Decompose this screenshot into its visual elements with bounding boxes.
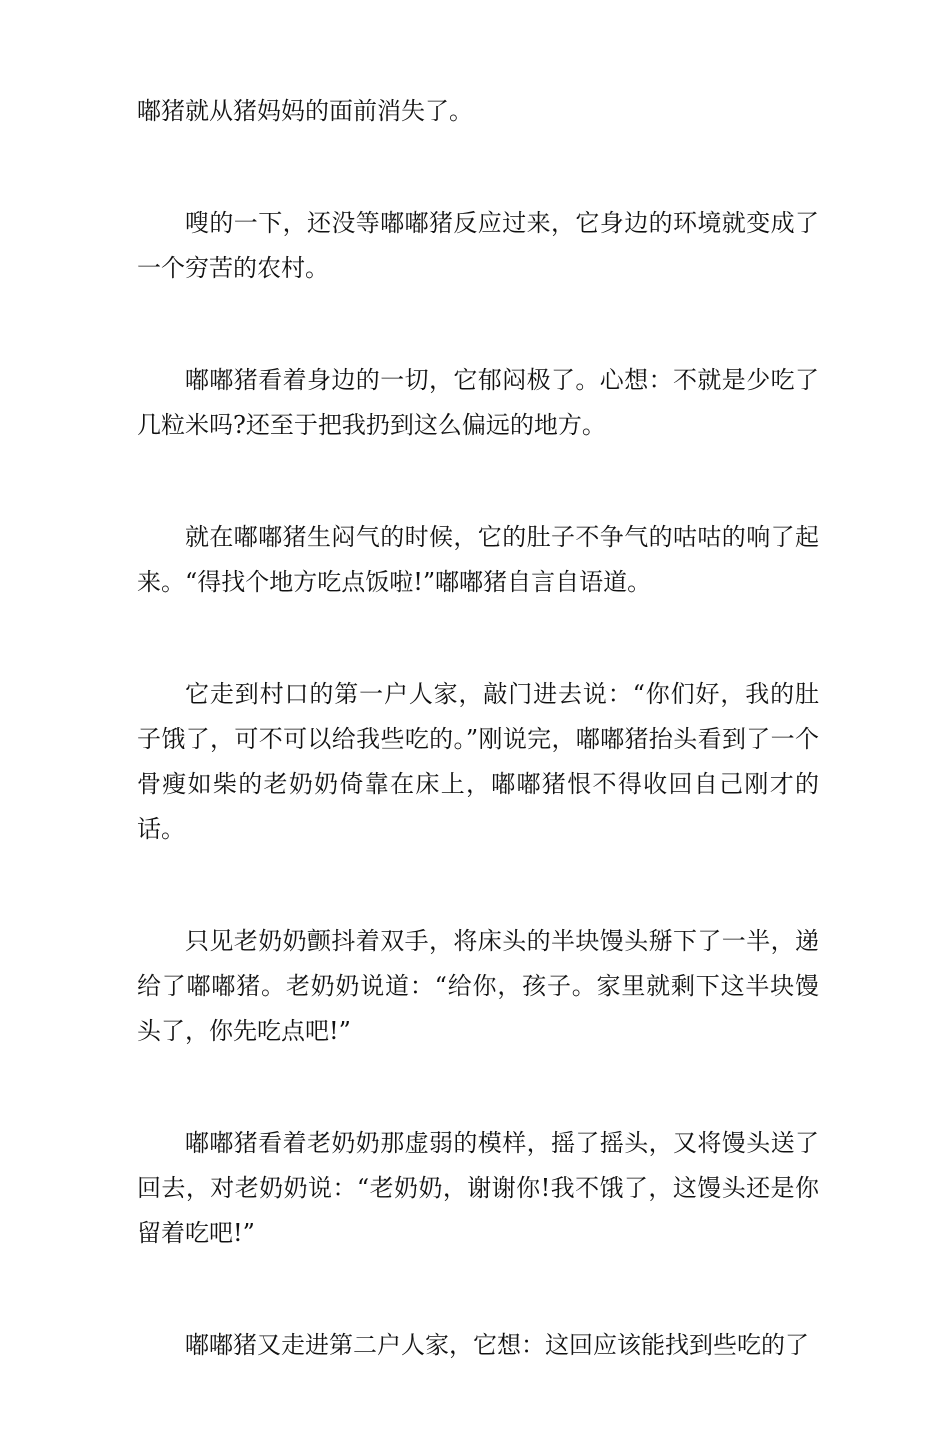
paragraph-1: 嘟猪就从猪妈妈的面前消失了。 bbox=[137, 97, 473, 125]
paragraph-2: 嗖的一下，还没等嘟嘟猪反应过来，它身边的环境就变成了一个穷苦的农村。 bbox=[137, 209, 819, 282]
document-body bbox=[137, 89, 819, 1435]
paragraph-6: 只见老奶奶颤抖着双手，将床头的半块馒头掰下了一半，递给了嘟嘟猪。老奶奶说道：“给你，孩子。家里就剩下这半块馒头了，你先吃点吧!” bbox=[137, 927, 819, 1045]
paragraph-8: 嘟嘟猪又走进第二户人家，它想：这回应该能找到些吃的了 bbox=[185, 1331, 809, 1359]
paragraph-7: 嘟嘟猪看着老奶奶那虚弱的模样，摇了摇头，又将馒头送了回去，对老奶奶说：“老奶奶，谢谢你!我不饿了，这馒头还是你留着吃吧!” bbox=[137, 1129, 819, 1247]
paragraph-3: 嘟嘟猪看着身边的一切，它郁闷极了。心想：不就是少吃了几粒米吗?还至于把我扔到这么偏远的地方。 bbox=[137, 366, 819, 439]
paragraph-5: 它走到村口的第一户人家，敲门进去说：“你们好，我的肚子饿了，可不可以给我些吃的。”刚说完，嘟嘟猪抬头看到了一个骨瘦如柴的老奶奶倚靠在床上，嘟嘟猪恨不得收回自己刚才的话。 bbox=[137, 680, 819, 843]
paragraph-4: 就在嘟嘟猪生闷气的时候，它的肚子不争气的咕咕的响了起来。“得找个地方吃点饭啦!”嘟嘟猪自言自语道。 bbox=[137, 523, 819, 596]
